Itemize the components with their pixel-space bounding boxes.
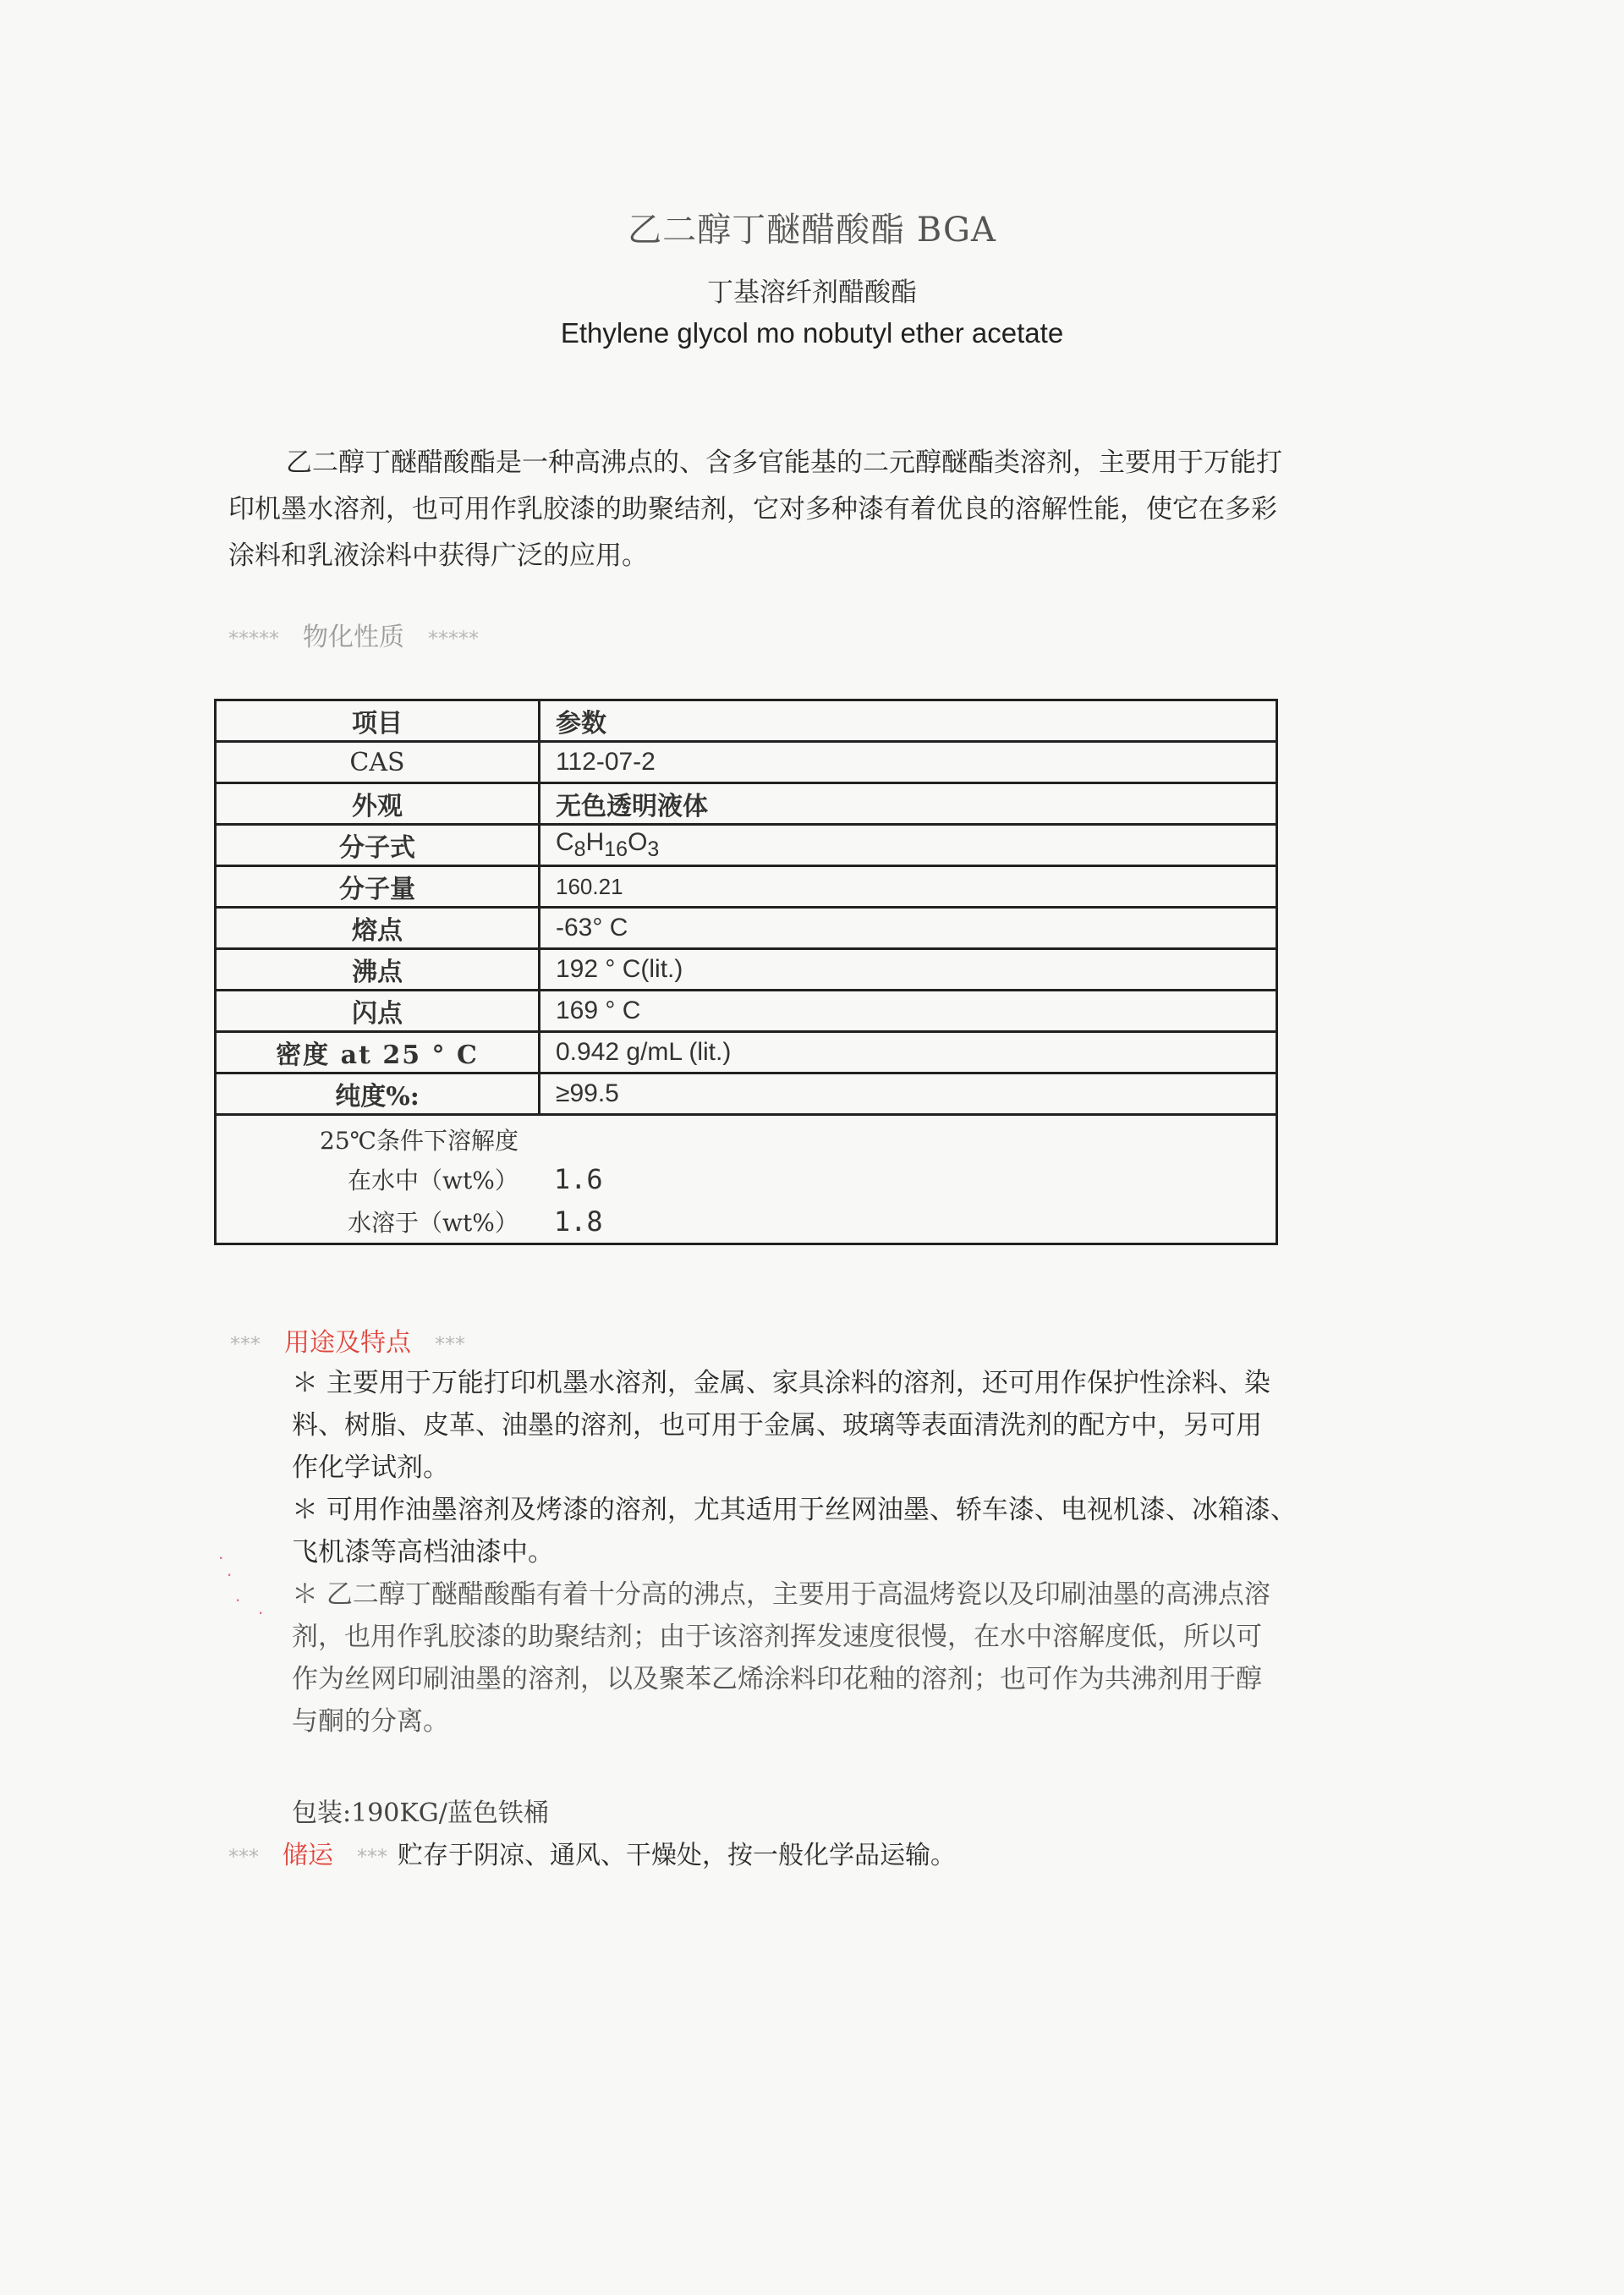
table-key-cas: CAS: [216, 742, 540, 783]
table-row: [216, 1032, 1277, 1073]
table-value-cas: 112-07-2: [540, 742, 1277, 783]
table-row: [216, 742, 1277, 783]
table-row: [216, 949, 1277, 991]
table-key-purity: 纯度%:: [216, 1073, 540, 1115]
stars-left: ***: [230, 1332, 261, 1356]
solubility-title: 25℃条件下溶解度: [320, 1127, 518, 1155]
packing-info: 包装:190KG/蓝色铁桶: [292, 1798, 549, 1828]
stars-right: *****: [428, 627, 479, 651]
table-header-key: 项目: [216, 700, 540, 742]
intro-paragraph: [228, 440, 1370, 579]
table-value-boiling-point: 192 ° C(lit.): [540, 949, 1277, 991]
storage-info: [228, 1834, 956, 1871]
scan-speck-mark: ·: [227, 1565, 233, 1585]
intro-line-3: 涂料和乳液涂料中获得广泛的应用。: [228, 541, 648, 571]
table-key-boiling-point: 沸点: [216, 949, 540, 991]
table-header-row: [216, 700, 1277, 742]
table-header-value: 参数: [540, 700, 1277, 742]
subtitle-chinese: 丁基溶纤剂醋酸酯: [707, 277, 917, 308]
section-heading-uses: [230, 1321, 465, 1359]
scan-speck-mark: ·: [235, 1590, 241, 1611]
table-row: [216, 991, 1277, 1032]
solubility-value-1: 1.6: [553, 1163, 603, 1195]
solubility-row-2: [348, 1205, 603, 1238]
table-key-formula: 分子式: [216, 825, 540, 866]
table-key-appearance: 外观: [216, 783, 540, 825]
table-value-flash-point: 169 ° C: [540, 991, 1277, 1032]
table-row: [216, 825, 1277, 866]
table-key-density: 密度 at 25 ° C: [216, 1032, 540, 1073]
section-label-properties: 物化性质: [303, 623, 404, 652]
table-row-solubility: [216, 1115, 1277, 1244]
subtitle-english: Ethylene glycol mo nobutyl ether acetate: [560, 317, 1064, 349]
table-key-melting-point: 熔点: [216, 908, 540, 949]
table-value-formula: $C_8H_{16}O_3$: [540, 825, 1277, 866]
section-heading-properties: [228, 616, 479, 653]
bullet-item-1: ＊ 主要用于万能打印机墨水溶剂，金属、家具涂料的溶剂，还可用作保护性涂料、染 料、树脂、皮革、油墨的溶剂，也可用于金属、玻璃等表面清洗剂的配方中，另可用 作化学试剂。: [292, 1368, 1270, 1483]
stars-right: ***: [357, 1845, 387, 1869]
table-value-melting-point: -63° C: [540, 908, 1277, 949]
stars-right: ***: [435, 1332, 465, 1356]
scan-speck-mark: ·: [218, 1548, 224, 1568]
stars-left: *****: [228, 627, 279, 651]
table-key-flash-point: 闪点: [216, 991, 540, 1032]
bullet-item-3: ＊ 乙二醇丁醚醋酸酯有着十分高的沸点，主要用于高温烤瓷以及印刷油墨的高沸点溶 剂，也用作乳胶漆的助聚结剂；由于该溶剂挥发速度很慢，在水中溶解度低，所以可 作为丝网印刷油墨的溶剂，以及聚苯乙烯涂料印花釉的溶剂；也可作为共沸剂用于醇 与酮的分离。: [292, 1579, 1270, 1737]
table-value-density: 0.942 g/mL (lit.): [540, 1032, 1277, 1073]
table-value-appearance: 无色透明液体: [540, 783, 1277, 825]
storage-label: 储运: [283, 1841, 333, 1870]
scan-speck-mark: ·: [258, 1603, 264, 1623]
intro-line-2: 印机墨水溶剂，也可用作乳胶漆的助聚结剂，它对多种漆有着优良的溶解性能，使它在多彩: [228, 494, 1277, 524]
table-value-molecular-weight: 160.21: [540, 866, 1277, 908]
bullet-item-2: ＊ 可用作油墨溶剂及烤漆的溶剂，尤其适用于丝网油墨、轿车漆、电视机漆、冰箱漆、 飞机漆等高档油漆中。: [292, 1495, 1297, 1568]
table-row: [216, 908, 1277, 949]
table-row: [216, 866, 1277, 908]
storage-text: 贮存于阴凉、通风、干燥处，按一般化学品运输。: [398, 1841, 956, 1870]
section-label-uses: 用途及特点: [284, 1328, 411, 1358]
table-row: [216, 1073, 1277, 1115]
properties-table: [214, 699, 1278, 1245]
solubility-label-2: 水溶于（wt%）: [348, 1209, 518, 1237]
intro-line-1: 乙二醇丁醚醋酸酯是一种高沸点的、含多官能基的二元醇醚酯类溶剂，主要用于万能打: [286, 447, 1282, 478]
stars-left: ***: [228, 1845, 259, 1869]
solubility-value-2: 1.8: [553, 1205, 603, 1238]
uses-bullet-list: [292, 1362, 1379, 1743]
table-key-molecular-weight: 分子量: [216, 866, 540, 908]
document-title: 乙二醇丁醚醋酸酯 BGA: [628, 211, 996, 250]
solubility-label-1: 在水中（wt%）: [348, 1167, 518, 1194]
table-row: [216, 783, 1277, 825]
table-value-purity: ≥99.5: [540, 1073, 1277, 1115]
solubility-row-1: [348, 1162, 603, 1196]
solubility-cell: [216, 1115, 1277, 1244]
